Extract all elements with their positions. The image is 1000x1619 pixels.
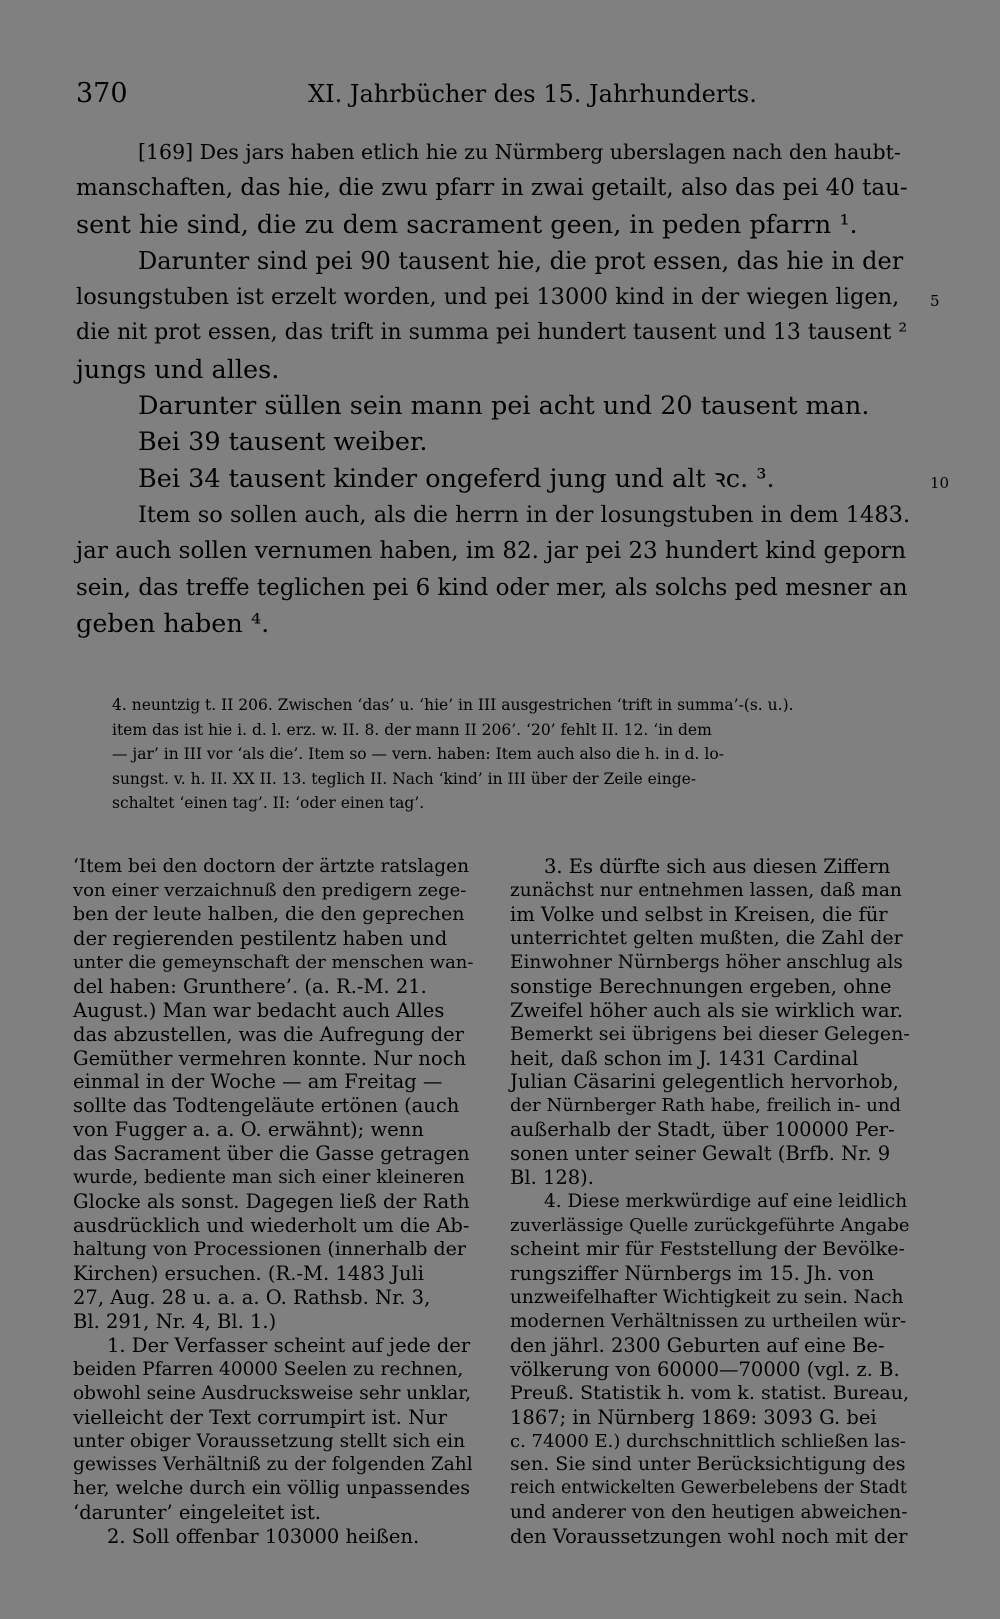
footnote-line: Kirchen) ersuchen. (R.-M. 1483 Juli <box>73 1261 425 1285</box>
footnote-line: den jährl. 2300 Geburten auf eine Be- <box>510 1333 885 1357</box>
variant-line: schaltet ‘einen tag’. II: ‘oder einen tag’. <box>112 794 425 812</box>
text-line: geben haben ⁴. <box>76 608 270 639</box>
page-number: 370 <box>76 78 128 109</box>
footnote-line: Glocke als sonst. Dagegen ließ der Rath <box>73 1190 470 1214</box>
textual-variants <box>112 693 932 816</box>
footnote-line: 4. Diese merkwürdige auf eine leidlich <box>544 1191 908 1213</box>
text-line: [169] Des jars haben etlich hie zu Nürmberg uberslagen nach den haubt- <box>138 140 901 164</box>
footnote-line: der regierenden pestilentz haben und <box>73 926 448 950</box>
text-line: jar auch sollen vernumen haben, im 82. jar pei 23 hundert kind geporn <box>76 538 907 565</box>
text-line: sent hie sind, die zu dem sacrament geen, in peden pfarrn ¹. <box>76 209 858 240</box>
line-number-margin: 5 <box>930 292 940 310</box>
footnote-line: 2. Soll offenbar 103000 heißen. <box>107 1525 420 1549</box>
footnote-line: völkerung von 60000—70000 (vgl. z. B. <box>510 1357 900 1381</box>
footnote-line: unterrichtet gelten mußten, die Zahl der <box>510 926 903 949</box>
footnote-line: zuverlässige Quelle zurückgeführte Angabe <box>510 1215 910 1237</box>
footnote-line: Bl. 128). <box>510 1166 594 1190</box>
text-line: Bei 34 tausent kinder ongeferd jung und alt ꝛc. ³. <box>138 463 775 494</box>
footnote-line: unter die gemeynschaft der menschen wan- <box>73 951 474 973</box>
footnote-line: der Nürnberger Rath habe, freilich in- und <box>510 1095 901 1117</box>
footnote-line: obwohl seine Ausdrucksweise sehr unklar, <box>73 1382 471 1404</box>
text-line: manschaften, das hie, die zwu pfarr in zwai getailt, also das pei 40 tau- <box>76 175 908 202</box>
footnote-line: 3. Es dürfte sich aus diesen Ziffern <box>544 855 891 878</box>
footnote-line: del haben: Grunthere’. (a. R.-M. 21. <box>73 974 427 998</box>
text-line: Bei 39 tausent weiber. <box>138 427 428 458</box>
line-number-margin: 10 <box>930 474 950 492</box>
footnote-line: vielleicht der Text corrumpirt ist. Nur <box>73 1405 448 1429</box>
variant-line: item das ist hie i. d. l. erz. w. II. 8. der mann II 206’. ‘20’ fehlt II. 12. ‘in dem <box>112 720 712 739</box>
footnotes-right-column <box>510 855 910 1549</box>
footnote-line: beiden Pfarren 40000 Seelen zu rechnen, <box>73 1358 464 1380</box>
footnote-line: Einwohner Nürnbergs höher anschlug als <box>510 951 903 973</box>
footnote-line: sollte das Todtengeläute ertönen (auch <box>73 1094 460 1118</box>
footnote-line: 1. Der Verfasser scheint auf jede der <box>107 1333 471 1357</box>
footnote-line: Zweifel höher auch als sie wirklich war. <box>510 998 903 1022</box>
text-line: sein, das treffe teglichen pei 6 kind oder mer, als solchs ped mesner an <box>76 574 908 601</box>
footnote-line: den Voraussetzungen wohl noch mit der <box>510 1525 908 1549</box>
footnote-line: Julian Cäsarini gelegentlich hervorhob, <box>510 1070 899 1094</box>
variant-line: sungst. v. h. II. XX II. 13. teglich II. Nach ‘kind’ in III über der Zeile einge- <box>112 769 697 788</box>
footnote-line: von einer verzaichnuß den predigern zege- <box>73 879 467 901</box>
chronicle-text <box>76 134 916 642</box>
footnote-line: Preuß. Statistik h. vom k. statist. Bureau, <box>510 1381 909 1404</box>
footnote-line: wurde, bediente man sich einer kleineren <box>73 1167 465 1189</box>
footnote-line: und anderer von den heutigen abweichen- <box>510 1502 908 1524</box>
footnote-line: unter obiger Voraussetzung stellt sich ein <box>73 1430 465 1452</box>
footnote-line: heit, daß schon im J. 1431 Cardinal <box>510 1046 859 1070</box>
footnote-line: sen. Sie sind unter Berücksichtigung des <box>510 1453 906 1476</box>
variant-line: 4. neuntzig t. II 206. Zwischen ‘das’ u. ‘hie’ in III ausgestrichen ‘trift in summa’-(s. u.). <box>112 696 794 714</box>
running-title: XI. Jahrbücher des 15. Jahrhunderts. <box>308 80 757 108</box>
footnote-line: Bemerkt sei übrigens bei dieser Gelegen- <box>510 1022 910 1045</box>
footnote-line: einmal in der Woche — am Freitag — <box>73 1070 443 1094</box>
footnote-line: scheint mir für Feststellung der Bevölke- <box>510 1238 905 1260</box>
footnote-line: 27, Aug. 28 u. a. a. O. Rathsb. Nr. 3, <box>73 1285 431 1309</box>
footnote-line: das abzustellen, was die Aufregung der <box>73 1022 464 1046</box>
text-line: die nit prot essen, das trift in summa pei hundert tausent und 13 tausent ² <box>76 320 908 346</box>
text-line: Darunter süllen sein mann pei acht und 20 tausent man. <box>138 391 870 422</box>
footnote-line: reich entwickelten Gewerbelebens der Stadt <box>510 1478 907 1499</box>
footnote-line: Gemüther vermehren konnte. Nur noch <box>73 1046 467 1070</box>
text-line: Darunter sind pei 90 tausent hie, die prot essen, das hie in der <box>138 246 904 275</box>
footnote-line: c. 74000 E.) durchschnittlich schließen las- <box>510 1430 907 1452</box>
footnote-line: zunächst nur entnehmen lassen, daß man <box>510 879 902 901</box>
footnote-line: rungsziffer Nürnbergs im 15. Jh. von <box>510 1261 875 1285</box>
footnote-line: ‘darunter’ eingeleitet ist. <box>73 1501 321 1525</box>
footnote-line: im Volke und selbst in Kreisen, die für <box>510 902 888 926</box>
footnote-line: unzweifelhafter Wichtigkeit zu sein. Nach <box>510 1286 904 1308</box>
variant-line: — jar’ in III vor ‘als die’. Item so — vern. haben: Item auch also die h. in d. lo- <box>112 745 724 763</box>
footnote-line: gewisses Verhältniß zu der folgenden Zahl <box>73 1454 473 1476</box>
footnote-line: außerhalb der Stadt, über 100000 Per- <box>510 1118 895 1142</box>
footnote-line: ben der leute halben, die den geprechen <box>73 902 465 925</box>
footnotes-left-column <box>73 855 473 1549</box>
footnote-line: modernen Verhältnissen zu urtheilen wür- <box>510 1310 907 1332</box>
text-line: losungstuben ist erzelt worden, und pei 13000 kind in der wiegen ligen, <box>76 284 900 311</box>
footnote-line: August.) Man war bedacht auch Alles <box>73 998 445 1022</box>
footnote-line: ausdrücklich und wiederholt um die Ab- <box>73 1214 470 1238</box>
page-header <box>76 78 956 112</box>
footnote-line: das Sacrament über die Gasse getragen <box>73 1142 470 1166</box>
footnote-line: ‘Item bei den doctorn der ärtzte ratslagen <box>73 856 470 877</box>
footnote-line: sonstige Berechnungen ergeben, ohne <box>510 974 892 998</box>
footnote-line: von Fugger a. a. O. erwähnt); wenn <box>73 1118 424 1142</box>
footnote-line: haltung von Processionen (innerhalb der <box>73 1238 466 1260</box>
footnote-line: 1867; in Nürnberg 1869: 3093 G. bei <box>510 1405 877 1429</box>
text-line: Item so sollen auch, als die herrn in der losungstuben in dem 1483. <box>138 501 911 528</box>
footnote-line: Bl. 291, Nr. 4, Bl. 1.) <box>73 1309 277 1333</box>
footnote-line: her, welche durch ein völlig unpassendes <box>73 1477 471 1500</box>
text-line: jungs und alles. <box>76 354 280 385</box>
footnote-line: sonen unter seiner Gewalt (Brfb. Nr. 9 <box>510 1142 891 1166</box>
